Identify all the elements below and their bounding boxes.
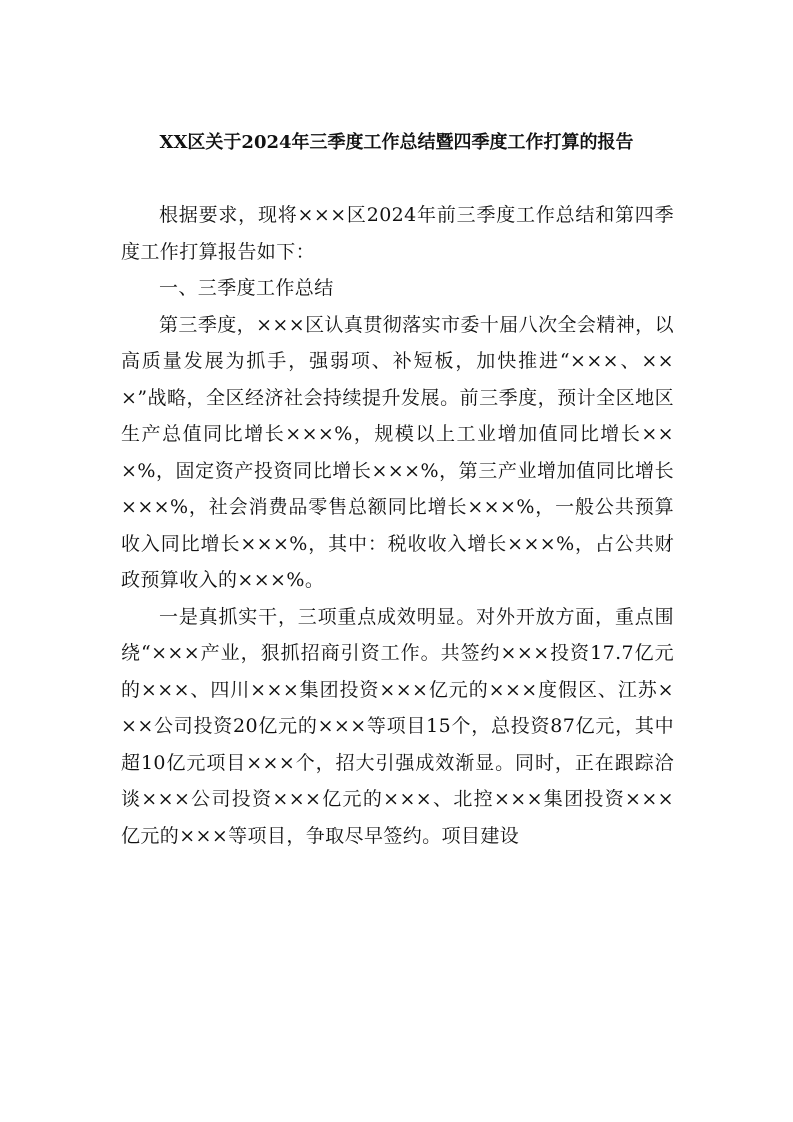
document-body [121,197,674,854]
paragraph-intro: 根据要求，现将×××区2024年前三季度工作总结和第四季度工作打算报告如下： [121,204,674,263]
section-heading: 一、三季度工作总结 [159,277,334,299]
paragraph-summary: 第三季度，×××区认真贯彻落实市委十届八次全会精神，以高质量发展为抓手，强弱项、补短板，加快推进“×××、×××”战略，全区经济社会持续提升发展。前三季度，预计全区地区生产总值同比增长×××%，规模以上工业增加值同比增长×××%，固定资产投资同比增长×××%，第三产业增加值同比增长×××%，社会消费品零售总额同比增长×××%，一般公共预算收入同比增长×××%，其中：税收收入增长×××%，占公共财政预算收入的×××%。 [121,313,674,591]
document-title: XX区关于2024年三季度工作总结暨四季度工作打算的报告 [159,132,634,153]
paragraph-point-one: 一是真抓实干，三项重点成效明显。对外开放方面，重点围绕“×××产业，狠抓招商引资工作。共签约×××投资17.7亿元的×××、四川×××集团投资×××亿元的×××度假区、江苏×××公司投资20亿元的×××等项目15个，总投资87亿元，其中超10亿元项目×××个，招大引强成效渐显。同时，正在跟踪洽谈×××公司投资×××亿元的×××、北控×××集团投资×××亿元的×××等项目，争取尽早签约。项目建设 [121,605,674,847]
